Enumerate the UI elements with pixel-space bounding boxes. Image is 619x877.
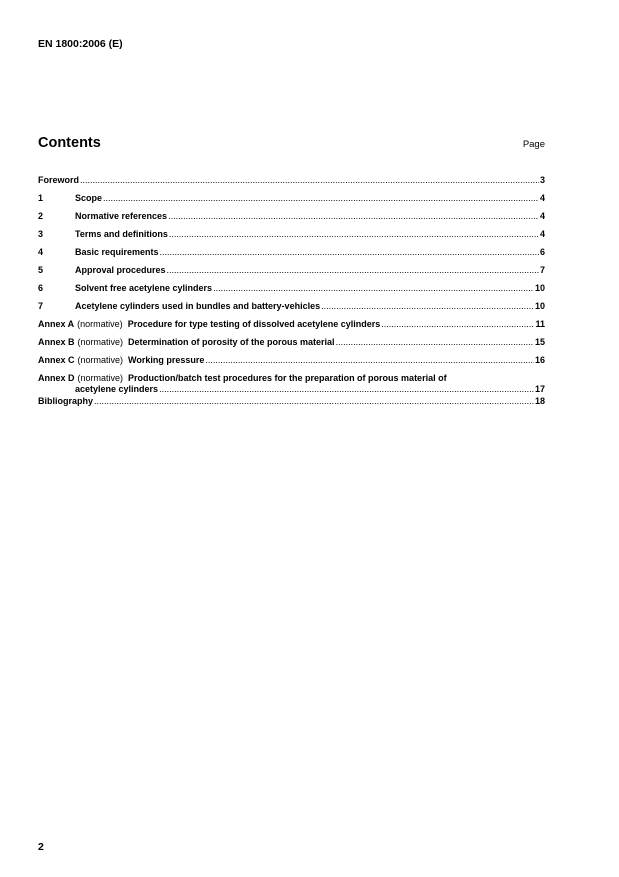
toc-entry-clause-4[interactable] [38,247,545,265]
dot-leader [94,396,534,407]
clause-number: 3 [38,229,44,239]
dot-leader [336,337,534,348]
toc-entry-annex-c[interactable] [38,355,545,373]
toc-entry-page: 18 [534,396,545,406]
annex-status: (normative) [77,355,124,365]
toc-entry-page: 4 [539,193,545,203]
dot-leader [103,193,539,204]
dot-leader [80,175,539,186]
dot-leader [169,229,539,240]
toc-entry-title-line2: acetylene cylinders [75,384,159,394]
toc-entry-page: 17 [534,384,545,394]
dot-leader [168,211,539,222]
toc-entry-page: 6 [539,247,545,257]
toc-entry-clause-2[interactable] [38,211,545,229]
annex-status: (normative) [77,319,123,329]
toc-entry-title: Acetylene cylinders used in bundles and battery-vehicles [75,301,321,311]
page-number: 2 [38,841,44,853]
table-of-contents [38,175,545,414]
annex-code: Annex B [38,337,75,347]
toc-entry-title: Terms and definitions [75,229,168,239]
toc-entry-bibliography[interactable] [38,396,545,414]
clause-number: 7 [38,301,44,311]
toc-entry-page: 16 [534,355,545,365]
toc-entry-title: Solvent free acetylene cylinders [75,283,213,293]
clause-number: 4 [38,247,44,257]
toc-entry-title: Bibliography [38,396,94,406]
clause-number: 6 [38,283,44,293]
toc-entry-page: 15 [534,337,545,347]
page-column-label: Page [522,139,545,150]
toc-entry-page: 4 [539,229,545,239]
toc-entry-page: 7 [539,265,545,275]
toc-entry-page: 11 [535,319,545,329]
toc-entry-title: Scope [75,193,103,203]
toc-entry-title: Approval procedures [75,265,166,275]
toc-entry-title: Working pressure [128,355,205,365]
toc-entry-page: 3 [539,175,545,185]
toc-entry-page: 10 [534,283,545,293]
clause-number: 5 [38,265,44,275]
dot-leader [167,265,539,276]
toc-entry-title: Normative references [75,211,168,221]
dot-leader [159,384,534,395]
toc-entry-annex-d[interactable] [38,373,545,396]
annex-code: Annex D [38,373,75,383]
toc-entry-clause-1[interactable] [38,193,545,211]
toc-entry-foreword[interactable] [38,175,545,193]
dot-leader [381,319,534,330]
toc-entry-clause-3[interactable] [38,229,545,247]
toc-entry-clause-7[interactable] [38,301,545,319]
toc-entry-title: Procedure for type testing of dissolved acetylene cylinders [127,319,381,329]
toc-entry-annex-a[interactable] [38,319,545,337]
annex-code: Annex C [38,355,75,365]
annex-status: (normative) [77,337,124,347]
toc-entry-page: 4 [539,211,545,221]
toc-entry-title-line1: Production/batch test procedures for the preparation of porous material of [128,373,447,383]
dot-leader [205,355,534,366]
toc-entry-page: 10 [534,301,545,311]
toc-entry-clause-6[interactable] [38,283,545,301]
dot-leader [160,247,539,258]
toc-entry-title: Determination of porosity of the porous material [128,337,335,347]
clause-number: 2 [38,211,44,221]
toc-entry-title: Basic requirements [75,247,159,257]
toc-entry-clause-5[interactable] [38,265,545,283]
annex-code: Annex A [38,319,75,329]
dot-leader [213,283,534,294]
document-header: EN 1800:2006 (E) [38,38,123,50]
clause-number: 1 [38,193,44,203]
annex-status: (normative) [77,373,124,383]
toc-entry-annex-b[interactable] [38,337,545,355]
dot-leader [321,301,534,312]
contents-heading: Contents [38,135,101,151]
toc-entry-title: Foreword [38,175,80,185]
